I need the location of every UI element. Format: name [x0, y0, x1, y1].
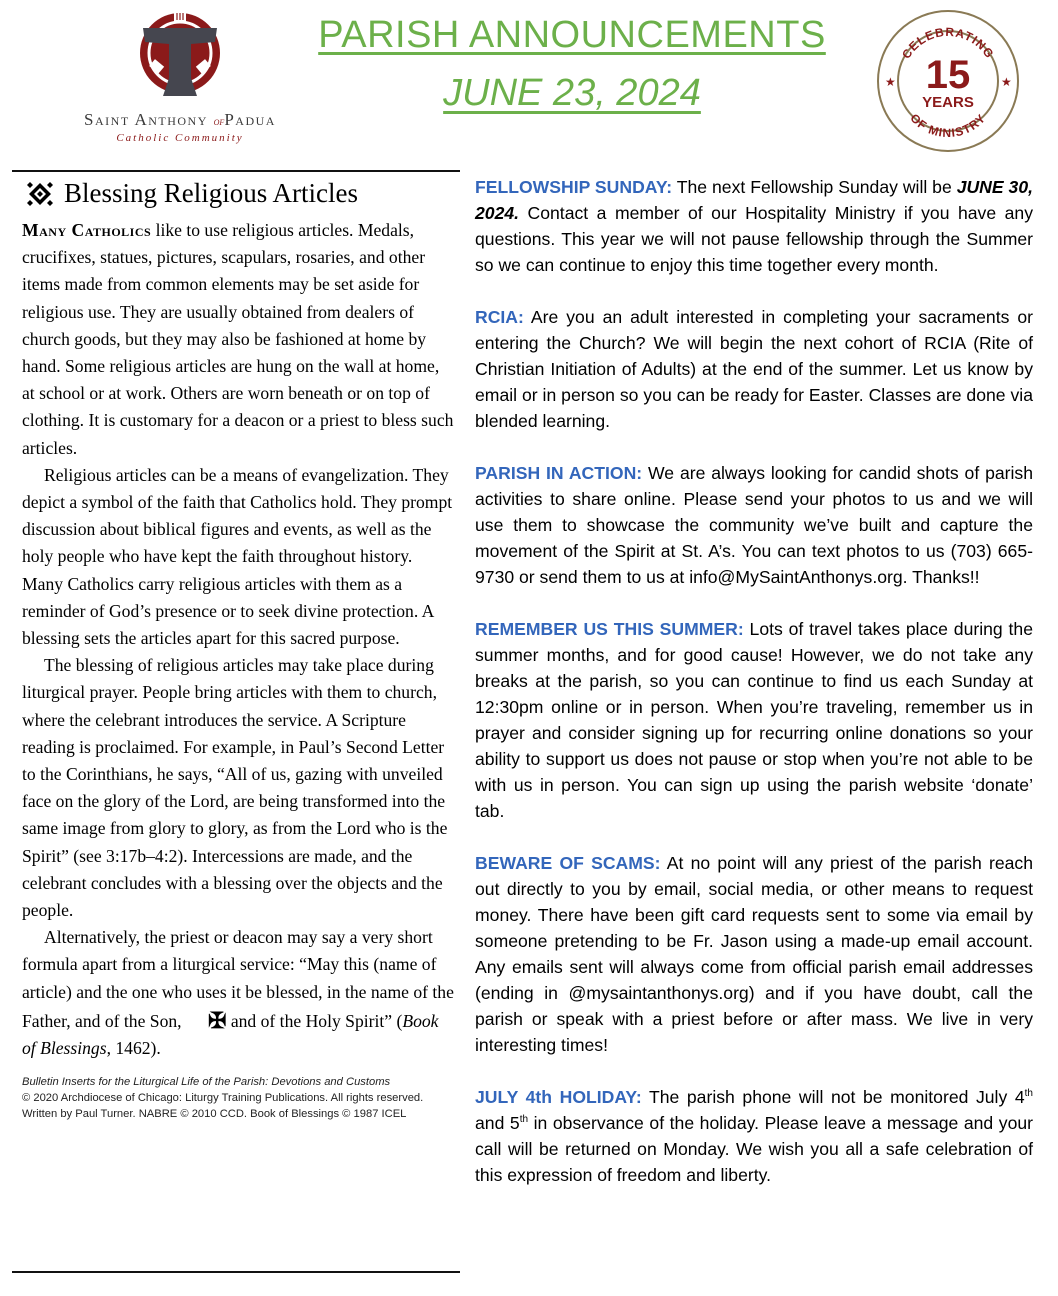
announcements-list — [475, 174, 1033, 1214]
svg-text:OF MINISTRY: OF MINISTRY — [907, 110, 989, 141]
svg-text:CELEBRATING: CELEBRATING — [899, 24, 997, 62]
parish-logo — [58, 6, 302, 148]
svg-text:★: ★ — [885, 75, 896, 89]
article-paragraph-4: Alternatively, the priest or deacon may say a very short formula apart from a liturgical service: “May this (name of article) and the one who uses it be blessed, in the name of the Father, and of the Son, ✠ and of the Holy Spirit” (Book of Blessings, 1462). — [22, 927, 454, 1059]
bottom-left-divider — [12, 1271, 460, 1273]
top-left-divider — [12, 170, 460, 172]
svg-text:YEARS: YEARS — [922, 94, 974, 111]
ornament-diamond-icon — [26, 180, 54, 208]
15-years-badge-icon — [875, 8, 1021, 154]
announcement-july-4th: JULY 4th HOLIDAY: The parish phone will not be monitored July 4th and 5th in observance of the holiday. Please leave a message and your call will be returned on Monday. We wish you all a safe celebration of this expression of freedom and liberty. — [475, 1087, 1034, 1185]
article-title: Blessing Religious Articles — [64, 178, 358, 208]
page-title: PARISH ANNOUNCEMENTS — [318, 14, 826, 56]
blessing-article — [22, 178, 454, 1122]
announcement-rcia: RCIA: Are you an adult interested in completing your sacraments or entering the Church? We will begin the next cohort of RCIA (Rite of Christian Initiation of Adults) at the end of the summer. Let us know by email or in person so you can be ready for Easter. Classes are done via blended learning. — [475, 307, 1033, 431]
svg-text:★: ★ — [1001, 75, 1012, 89]
announcement-parish-in-action: PARISH IN ACTION: We are always looking for candid shots of parish activities to share online. Please send your photos to us and we will use them to showcase the community we’ve built and capture the movement of the Spirit at St. A’s. You can text photos to us (703) 665-9730 or send them to us at info@MySaintAnthonys.org. Thanks!! — [475, 463, 1033, 587]
article-heading — [26, 178, 454, 209]
parish-subtitle: Catholic Community — [116, 132, 244, 144]
article-paragraph-2: Religious articles can be a means of evangelization. They depict a symbol of the faith that Catholics hold. They prompt discussion about biblical figures and events, as well as the holy people who have kept the faith throughout history. Many Catholics carry religious articles with them as a reminder of God’s presence or to seek divine protection. A blessing sets the articles apart for this sacred purpose. — [22, 464, 453, 649]
article-credit: Bulletin Inserts for the Liturgical Life of the Parish: Devotions and Customs © 2020 Archdiocese of Chicago: Liturgy Training Publications. All rights reserved. Written by Paul Turner. NABRE © 2010 CCD. Book of Blessings © 1987 ICEL — [22, 1076, 424, 1121]
announcement-fellowship-sunday: FELLOWSHIP SUNDAY: The next Fellowship Sunday will be JUNE 30, 2024. Contact a member of our Hospitality Ministry if you have any questions. This year we will not pause fellowship through the Summer so we can continue to enjoy this time together every month. — [475, 177, 1033, 275]
article-paragraph-1: Many Catholics like to use religious articles. Medals, crucifixes, statues, pictures, scapulars, rosaries, and other items made from common elements may be set aside for religious use. They are usually obtained from dealers of church goods, but they may also be fashioned at home by hand. Some religious articles are hung on the wall at home, at school or at work. Others are worn beneath or on top of clothing. It is customary for a deacon or a priest to bless such articles. — [22, 220, 454, 458]
page-date: JUNE 23, 2024 — [443, 72, 701, 114]
svg-text:15: 15 — [925, 53, 971, 97]
tau-cross-logo-icon — [135, 8, 225, 98]
announcement-beware-scams: BEWARE OF SCAMS: At no point will any priest of the parish reach out directly to you by email, social media, or other means to request money. There have been gift card requests sent to some via email by someone pretending to be Fr. Jason using a made-up email account. Any emails sent will always come from official parish email addresses (ending in @mysaintanthonys.org) and if you have doubt, call the parish or speak with a priest before or after mass. We live in very interesting times! — [475, 853, 1033, 1055]
article-paragraph-3: The blessing of religious articles may take place during liturgical prayer. People bring articles with them to church, where the celebrant introduces the service. A Scripture reading is proclaimed. For example, in Paul’s Second Letter to the Corinthians, he says, “All of us, gazing with unveiled face on the glory of the Lord, are being transformed into the same image from glory to glory, as from the Lord who is the Spirit” (see 3:17b–4:2). Intercessions are made, and the celebrant concludes with a blessing over the objects and the people. — [22, 655, 448, 921]
announcement-remember-us: REMEMBER US THIS SUMMER: Lots of travel takes place during the summer months, and for good cause! However, we do not take any breaks at the parish, so you can continue to find us each Sunday at 12:30pm online or in person. When you’re traveling, remember us in prayer and consider signing up for recurring online donations so your ability to support us does not pause or stop when you’re not able to be with us in person. You can sign up using the parish website ‘donate’ tab. — [475, 619, 1033, 821]
parish-name: Saint Anthony ofPadua — [84, 110, 276, 129]
cross-icon: ✠ — [207, 1007, 227, 1033]
